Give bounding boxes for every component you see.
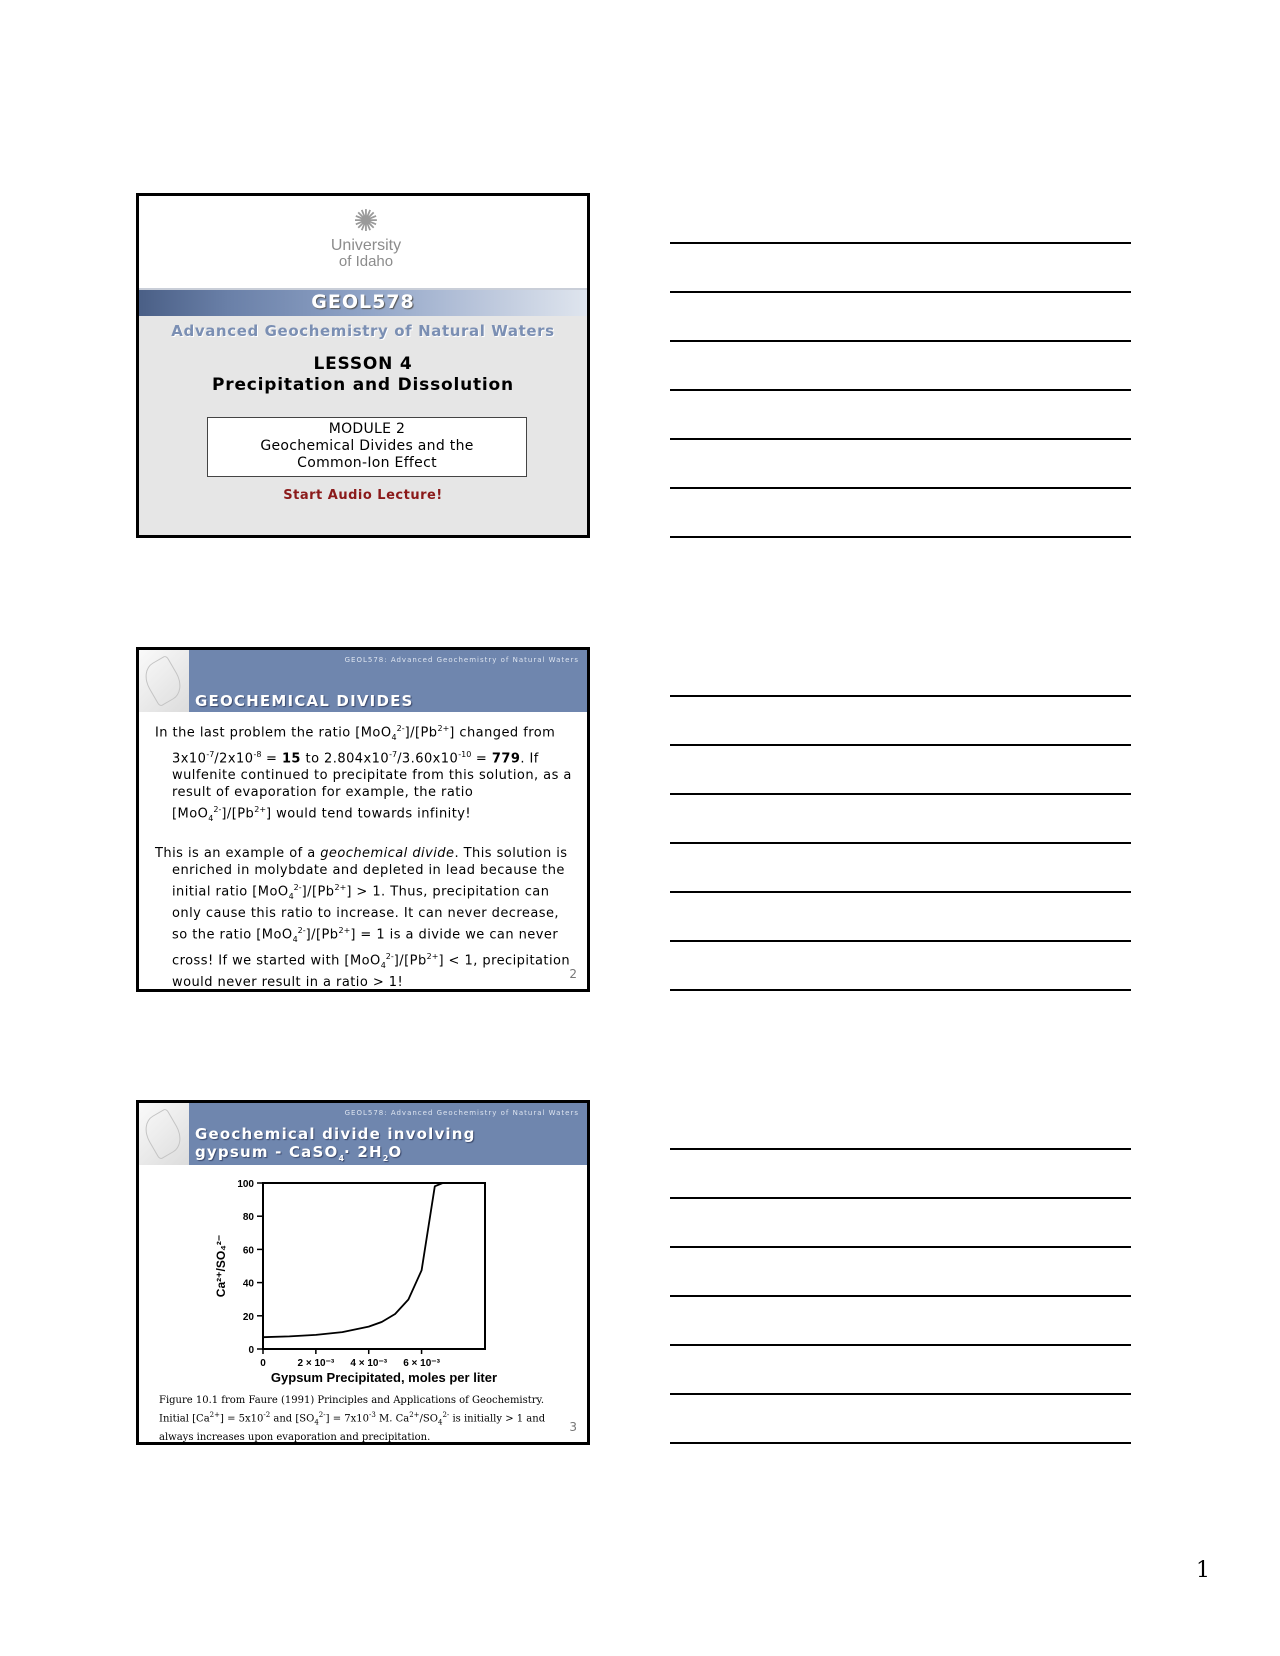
notes-line	[670, 1344, 1131, 1346]
leaf-logo-icon	[139, 1103, 189, 1165]
notes-line	[670, 1393, 1131, 1395]
notes-line	[670, 793, 1131, 795]
notes-line	[670, 291, 1131, 293]
x-tick-label: 2 × 10⁻³	[297, 1358, 335, 1369]
title-line-1: Geochemical divide involving	[195, 1125, 476, 1143]
notes-line	[670, 242, 1131, 244]
leaf-logo-icon	[139, 650, 189, 712]
logo-line-1: University	[330, 237, 402, 254]
university-seal-icon: ✺	[353, 204, 379, 239]
slide-body	[139, 712, 587, 991]
y-axis-label: Ca²⁺/SO₄²⁻	[214, 1234, 228, 1298]
gypsum-ratio-chart	[207, 1171, 497, 1391]
course-code: GEOL578	[311, 291, 415, 313]
notes-line	[670, 1148, 1131, 1150]
course-banner	[139, 288, 587, 316]
x-axis-label: Gypsum Precipitated, moles per liter	[270, 1370, 497, 1385]
module-title-line-2: Common-Ion Effect	[297, 455, 437, 471]
notes-line	[670, 744, 1131, 746]
notes-line	[670, 536, 1131, 538]
slide-page-number: 3	[569, 1420, 577, 1434]
lesson-number: LESSON 4	[313, 354, 413, 374]
notes-line	[670, 389, 1131, 391]
y-tick-label: 80	[242, 1212, 254, 1224]
paragraph-2: This is an example of a geochemical divide. This solution is enriched in molybdate and depleted in lead because the initial ratio $[MoO_4^{2-}]/[Pb^{2+}] > 1$. Thus, precipitation can only cause this ratio to increase. It can never decrease, so the ratio $[MoO_4^{2-}]/[Pb^{2+}] = 1$ is a divide we can never cross! If we started with $[MoO_4^{2-}]/[Pb^{2+}] < 1$, precipitation would never result in a ratio > 1!	[155, 846, 571, 990]
notes-line	[670, 1442, 1131, 1444]
notes-line	[670, 842, 1131, 844]
lesson-topic: Precipitation and Dissolution	[212, 375, 514, 395]
x-tick-label: 6 × 10⁻³	[403, 1358, 440, 1369]
x-tick-label: 0	[260, 1358, 266, 1369]
module-number: MODULE 2	[328, 421, 406, 437]
page-number: 1	[1196, 1558, 1210, 1583]
notes-line	[670, 1246, 1131, 1248]
title-body	[139, 316, 587, 538]
lesson-title	[139, 354, 587, 396]
y-tick-label: 0	[248, 1345, 254, 1356]
paragraph-1: In the last problem the ratio $[MoO_4^{2-}]/[Pb^{2+}]$ changed from $3x10^{-7}/2x10^{-8} = 15$ to $2.804x10^{-7}/3.60x10^{-10} = 779$. If wulfenite continued to precipitate from this solution, as a result of evaporation for example, the ratio $[MoO_4^{2-}]/[Pb^{2+}]$ would tend towards infinity!	[155, 724, 572, 824]
notes-line	[670, 1197, 1131, 1199]
header-ribbon: GEOL578: Advanced Geochemistry of Natural Waters	[344, 1109, 579, 1117]
notes-line	[670, 940, 1131, 942]
notes-line	[670, 891, 1131, 893]
title-line-2: gypsum - CaSO$_4$· $2H_2O$	[195, 1143, 403, 1163]
logo-area	[139, 196, 587, 288]
module-box	[207, 417, 527, 477]
slide-title: GEOCHEMICAL DIVIDES	[195, 692, 414, 710]
module-title-line-1: Geochemical Divides and the	[260, 438, 474, 454]
course-subtitle: Advanced Geochemistry of Natural Waters	[171, 322, 555, 340]
x-tick-label: 4 × 10⁻³	[350, 1358, 388, 1369]
slide-page-number: 2	[569, 967, 577, 981]
y-tick-label: 20	[242, 1311, 254, 1323]
notes-line	[670, 340, 1131, 342]
series-line	[263, 1183, 451, 1337]
start-audio-lecture-link[interactable]: Start Audio Lecture!	[283, 488, 443, 503]
notes-line	[670, 1295, 1131, 1297]
y-tick-label: 100	[237, 1179, 254, 1190]
y-tick-label: 60	[242, 1245, 254, 1257]
slide-header	[139, 1103, 587, 1165]
header-ribbon: GEOL578: Advanced Geochemistry of Natural Waters	[344, 656, 579, 664]
notes-line	[670, 695, 1131, 697]
notes-line	[670, 438, 1131, 440]
figure-caption: Figure 10.1 from Faure (1991) Principles and Applications of Geochemistry. Initial $[Ca^{2+}] = 5x10^{-2}$ and $[SO_4^{2-}] = 7x10^{-3}$ M. $Ca^{2+}/SO_4^{2-}$ is initially > 1 and always increases upon evaporation and precipitation.	[159, 1395, 546, 1444]
slide-2-geochemical-divides	[136, 647, 590, 992]
slide-1-title	[136, 193, 590, 538]
slide-title	[195, 1125, 476, 1168]
logo-line-2: of Idaho	[338, 253, 394, 270]
slide-3-gypsum-divide	[136, 1100, 590, 1445]
notes-line	[670, 989, 1131, 991]
y-tick-label: 40	[242, 1278, 254, 1290]
notes-line	[670, 487, 1131, 489]
university-logo	[321, 206, 411, 269]
slide-header	[139, 650, 587, 712]
